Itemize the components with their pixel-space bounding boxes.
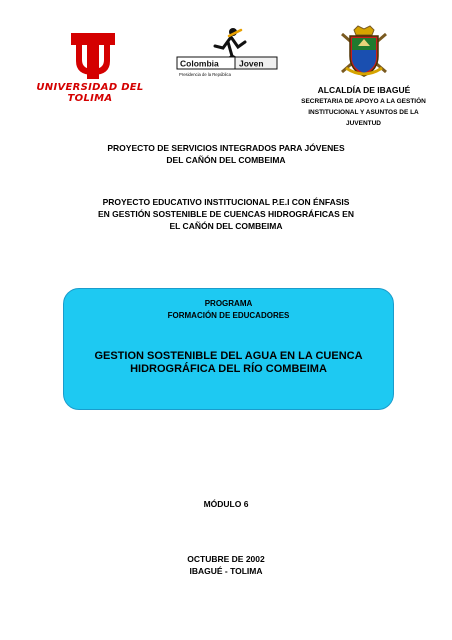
project-heading bbox=[60, 142, 392, 166]
project-heading-line: PROYECTO DE SERVICIOS INTEGRADOS PARA JÓVENES bbox=[107, 143, 345, 153]
pei-heading-line: PROYECTO EDUCATIVO INSTITUCIONAL P.E.I CON ÉNFASIS bbox=[102, 197, 350, 207]
universidad-name: UNIVERSIDAD DEL TOLIMA bbox=[36, 82, 144, 104]
footer-line: IBAGUÉ - TOLIMA bbox=[189, 566, 263, 576]
alcaldia-subtitle-line: JUVENTUD bbox=[345, 120, 382, 127]
alcaldia-subtitle-line: INSTITUCIONAL Y ASUNTOS DE LA bbox=[308, 109, 419, 116]
pei-heading bbox=[60, 196, 392, 232]
cj-text1: Colombia bbox=[180, 58, 219, 69]
program-title-line: GESTION SOSTENIBLE DEL AGUA EN LA CUENCA bbox=[94, 350, 363, 362]
program-title bbox=[64, 350, 393, 376]
pei-heading-line: EN GESTIÓN SOSTENIBLE DE CUENCAS HIDROGRÁFICAS EN bbox=[98, 209, 354, 219]
program-label-line: FORMACIÓN DE EDUCADORES bbox=[167, 311, 290, 320]
cj-subtitle: Presidencia de la República bbox=[179, 72, 231, 77]
alcaldia-subtitle-line: SECRETARIA DE APOYO A LA GESTIÓN bbox=[301, 98, 426, 105]
program-label bbox=[64, 298, 393, 322]
footer-date-place bbox=[60, 553, 392, 577]
cj-text2: Joven bbox=[239, 58, 264, 69]
module-label: MÓDULO 6 bbox=[203, 499, 249, 509]
program-title-line: HIDROGRÁFICA DEL RÍO COMBEIMA bbox=[130, 363, 327, 375]
program-box bbox=[63, 288, 394, 410]
program-label-line: PROGRAMA bbox=[204, 299, 253, 308]
alcaldia-title: ALCALDÍA DE IBAGUÉ bbox=[317, 85, 411, 95]
colombia-joven-logo bbox=[175, 26, 279, 78]
universidad-del-tolima-logo bbox=[70, 31, 116, 81]
alcaldia-subtitle bbox=[287, 96, 440, 129]
alcaldia-coat-of-arms bbox=[336, 24, 392, 82]
project-heading-line: DEL CAÑÓN DEL COMBEIMA bbox=[166, 155, 286, 165]
pei-heading-line: EL CAÑÓN DEL COMBEIMA bbox=[169, 221, 283, 231]
footer-line: OCTUBRE DE 2002 bbox=[187, 554, 265, 564]
